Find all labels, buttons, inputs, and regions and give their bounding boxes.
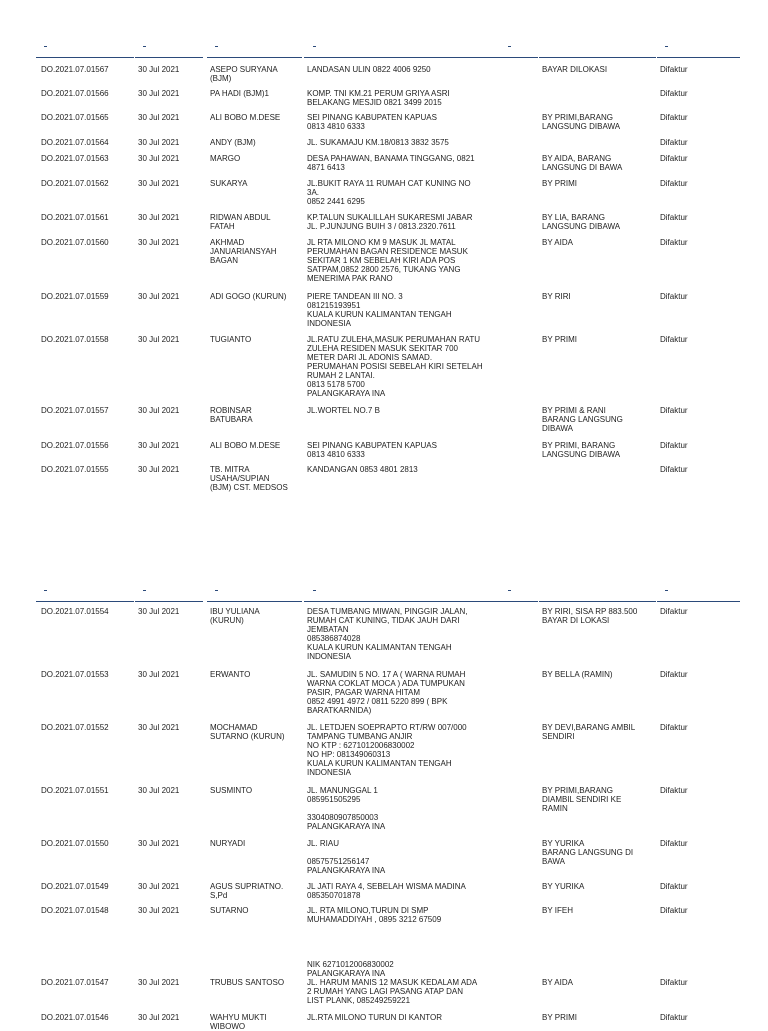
date-cell: 30 Jul 2021 bbox=[138, 1013, 180, 1022]
address-cell: LANDASAN ULIN 0822 4006 9250 bbox=[307, 65, 431, 74]
status-cell: Difaktur bbox=[660, 179, 688, 188]
status-cell: Difaktur bbox=[660, 607, 688, 616]
date-cell: 30 Jul 2021 bbox=[138, 723, 180, 732]
status-cell: Difaktur bbox=[660, 465, 688, 474]
date-cell: 30 Jul 2021 bbox=[138, 179, 180, 188]
header-label-fragment bbox=[665, 590, 668, 591]
do-number-cell: DO.2021.07.01547 bbox=[41, 978, 109, 987]
customer-cell: AGUS SUPRIATNO. S,Pd bbox=[210, 882, 284, 900]
note-cell: BY PRIMI,BARANG LANGSUNG DIBAWA bbox=[542, 113, 621, 131]
note-cell: BY PRIMI,BARANG DIAMBIL SENDIRI KE RAMIN bbox=[542, 786, 622, 813]
address-cell: JL.WORTEL NO.7 B bbox=[307, 406, 380, 415]
customer-cell: SUSMINTO bbox=[210, 786, 253, 795]
header-rule bbox=[135, 57, 203, 58]
status-cell: Difaktur bbox=[660, 113, 688, 122]
date-cell: 30 Jul 2021 bbox=[138, 882, 180, 891]
note-cell: BY PRIMI bbox=[542, 179, 577, 188]
address-cell: JL.RTA MILONO TURUN DI KANTOR bbox=[307, 1013, 442, 1022]
note-cell: BY AIDA bbox=[542, 238, 573, 247]
do-number-cell: DO.2021.07.01566 bbox=[41, 89, 109, 98]
table-header bbox=[0, 44, 768, 58]
do-number-cell: DO.2021.07.01552 bbox=[41, 723, 109, 732]
header-rule bbox=[304, 57, 538, 58]
address-cell: JL.BUKIT RAYA 11 RUMAH CAT KUNING NO 3A. 0852 2441 6295 bbox=[307, 179, 471, 206]
do-number-cell: DO.2021.07.01565 bbox=[41, 113, 109, 122]
date-cell: 30 Jul 2021 bbox=[138, 839, 180, 848]
address-cell: JL. SUKAMAJU KM.18/0813 3832 3575 bbox=[307, 138, 449, 147]
address-cell: JL. RTA MILONO,TURUN DI SMP MUHAMADDIYAH , 0895 3212 67509 NIK 6271012006830002 PALANGKARAYA INA bbox=[307, 906, 442, 978]
customer-cell: ASEPO SURYANA (BJM) bbox=[210, 65, 278, 83]
do-number-cell: DO.2021.07.01558 bbox=[41, 335, 109, 344]
header-label-fragment bbox=[665, 46, 668, 47]
status-cell: Difaktur bbox=[660, 89, 688, 98]
customer-cell: TRUBUS SANTOSO bbox=[210, 978, 285, 987]
address-cell: KANDANGAN 0853 4801 2813 bbox=[307, 465, 418, 474]
status-cell: Difaktur bbox=[660, 213, 688, 222]
customer-cell: WAHYU MUKTI WIBOWO bbox=[210, 1013, 267, 1031]
header-label-fragment bbox=[508, 590, 511, 591]
status-cell: Difaktur bbox=[660, 786, 688, 795]
header-label-fragment bbox=[44, 590, 47, 591]
header-rule bbox=[657, 57, 740, 58]
customer-cell: SUTARNO bbox=[210, 906, 249, 915]
do-number-cell: DO.2021.07.01559 bbox=[41, 292, 109, 301]
note-cell: BY AIDA, BARANG LANGSUNG DI BAWA bbox=[542, 154, 623, 172]
do-number-cell: DO.2021.07.01567 bbox=[41, 65, 109, 74]
do-number-cell: DO.2021.07.01548 bbox=[41, 906, 109, 915]
date-cell: 30 Jul 2021 bbox=[138, 238, 180, 247]
customer-cell: MOCHAMAD SUTARNO (KURUN) bbox=[210, 723, 285, 741]
customer-cell: IBU YULIANA (KURUN) bbox=[210, 607, 260, 625]
header-label-fragment bbox=[215, 46, 218, 47]
customer-cell: PA HADI (BJM)1 bbox=[210, 89, 269, 98]
do-number-cell: DO.2021.07.01563 bbox=[41, 154, 109, 163]
customer-cell: SUKARYA bbox=[210, 179, 248, 188]
status-cell: Difaktur bbox=[660, 882, 688, 891]
do-number-cell: DO.2021.07.01550 bbox=[41, 839, 109, 848]
address-cell: SEI PINANG KABUPATEN KAPUAS 0813 4810 6333 bbox=[307, 113, 437, 131]
header-label-fragment bbox=[215, 590, 218, 591]
header-label-fragment bbox=[313, 46, 316, 47]
note-cell: BY IFEH bbox=[542, 906, 573, 915]
do-number-cell: DO.2021.07.01553 bbox=[41, 670, 109, 679]
note-cell: BY PRIMI, BARANG LANGSUNG DIBAWA bbox=[542, 441, 621, 459]
date-cell: 30 Jul 2021 bbox=[138, 335, 180, 344]
header-rule bbox=[36, 601, 134, 602]
header-label-fragment bbox=[313, 590, 316, 591]
date-cell: 30 Jul 2021 bbox=[138, 786, 180, 795]
header-rule bbox=[36, 57, 134, 58]
address-cell: JL.RATU ZULEHA,MASUK PERUMAHAN RATU ZULEHA RESIDEN MASUK SEKITAR 700 METER DARI JL ADONIS SAMAD. PERUMAHAN POSISI SEBELAH KIRI SETELAH RUMAH 2 LANTAI. 0813 5178 5700 PALANGKARAYA INA bbox=[307, 335, 483, 398]
note-cell: BY PRIMI & RANI BARANG LANGSUNG DIBAWA bbox=[542, 406, 623, 433]
address-cell: JL JATI RAYA 4, SEBELAH WISMA MADINA 085350701878 bbox=[307, 882, 466, 900]
do-number-cell: DO.2021.07.01557 bbox=[41, 406, 109, 415]
date-cell: 30 Jul 2021 bbox=[138, 441, 180, 450]
address-cell: SEI PINANG KABUPATEN KAPUAS 0813 4810 6333 bbox=[307, 441, 437, 459]
date-cell: 30 Jul 2021 bbox=[138, 213, 180, 222]
note-cell: BY RIRI, SISA RP 883.500 BAYAR DI LOKASI bbox=[542, 607, 638, 625]
do-number-cell: DO.2021.07.01554 bbox=[41, 607, 109, 616]
note-cell: BY AIDA bbox=[542, 978, 573, 987]
header-label-fragment bbox=[143, 590, 146, 591]
note-cell: BY DEVI,BARANG AMBIL SENDIRI bbox=[542, 723, 636, 741]
status-cell: Difaktur bbox=[660, 154, 688, 163]
do-number-cell: DO.2021.07.01549 bbox=[41, 882, 109, 891]
date-cell: 30 Jul 2021 bbox=[138, 138, 180, 147]
header-rule bbox=[207, 57, 302, 58]
date-cell: 30 Jul 2021 bbox=[138, 607, 180, 616]
status-cell: Difaktur bbox=[660, 441, 688, 450]
date-cell: 30 Jul 2021 bbox=[138, 465, 180, 474]
table-header bbox=[0, 588, 768, 602]
note-cell: BY YURIKA bbox=[542, 882, 585, 891]
do-number-cell: DO.2021.07.01560 bbox=[41, 238, 109, 247]
address-cell: JL. RIAU 08575751256147 PALANGKARAYA INA bbox=[307, 839, 386, 875]
date-cell: 30 Jul 2021 bbox=[138, 292, 180, 301]
do-number-cell: DO.2021.07.01562 bbox=[41, 179, 109, 188]
do-number-cell: DO.2021.07.01561 bbox=[41, 213, 109, 222]
header-label-fragment bbox=[508, 46, 511, 47]
address-cell: DESA TUMBANG MIWAN, PINGGIR JALAN, RUMAH CAT KUNING, TIDAK JAUH DARI JEMBATAN 085386874028 KUALA KURUN KALIMANTAN TENGAH INDONESIA bbox=[307, 607, 468, 661]
note-cell: BY BELLA (RAMIN) bbox=[542, 670, 613, 679]
date-cell: 30 Jul 2021 bbox=[138, 906, 180, 915]
customer-cell: ERWANTO bbox=[210, 670, 251, 679]
customer-cell: ALI BOBO M.DESE bbox=[210, 113, 281, 122]
address-cell: PIERE TANDEAN III NO. 3 081215193951 KUALA KURUN KALIMANTAN TENGAH INDONESIA bbox=[307, 292, 452, 328]
address-cell: JL. SAMUDIN 5 NO. 17 A ( WARNA RUMAH WARNA COKLAT MOCA ) ADA TUMPUKAN PASIR, PAGAR WARNA HITAM 0852 4991 4972 / 0811 5220 899 ( BPK BARATKARNIDA) bbox=[307, 670, 466, 715]
note-cell: BAYAR DILOKASI bbox=[542, 65, 608, 74]
status-cell: Difaktur bbox=[660, 670, 688, 679]
status-cell: Difaktur bbox=[660, 723, 688, 732]
date-cell: 30 Jul 2021 bbox=[138, 154, 180, 163]
address-cell: JL. LETDJEN SOEPRAPTO RT/RW 007/000 TAMPANG TUMBANG ANJIR NO KTP : 6271012006830002 NO HP: 081349060313 KUALA KURUN KALIMANTAN TENGAH INDONESIA bbox=[307, 723, 467, 777]
date-cell: 30 Jul 2021 bbox=[138, 978, 180, 987]
do-number-cell: DO.2021.07.01555 bbox=[41, 465, 109, 474]
status-cell: Difaktur bbox=[660, 335, 688, 344]
note-cell: BY PRIMI bbox=[542, 1013, 577, 1022]
address-cell: JL RTA MILONO KM 9 MASUK JL MATAL PERUMAHAN BAGAN RESIDENCE MASUK SEKITAR 1 KM SEBELAH KIRI ADA POS SATPAM,0852 2800 2576, TUKANG YANG MENERIMA PAK RANO bbox=[307, 238, 468, 283]
header-rule bbox=[135, 601, 203, 602]
address-cell: KOMP. TNI KM.21 PERUM GRIYA ASRI BELAKANG MESJID 0821 3499 2015 bbox=[307, 89, 450, 107]
header-rule bbox=[657, 601, 740, 602]
address-cell: JL. MANUNGGAL 1 085951505295 3304080907850003 PALANGKARAYA INA bbox=[307, 786, 386, 831]
header-rule bbox=[207, 601, 302, 602]
status-cell: Difaktur bbox=[660, 839, 688, 848]
status-cell: Difaktur bbox=[660, 292, 688, 301]
do-number-cell: DO.2021.07.01556 bbox=[41, 441, 109, 450]
status-cell: Difaktur bbox=[660, 1013, 688, 1022]
status-cell: Difaktur bbox=[660, 906, 688, 915]
status-cell: Difaktur bbox=[660, 65, 688, 74]
address-cell: JL. HARUM MANIS 12 MASUK KEDALAM ADA 2 RUMAH YANG LAGI PASANG ATAP DAN LIST PLANK, 085249259221 bbox=[307, 978, 478, 1005]
header-rule bbox=[539, 57, 656, 58]
header-label-fragment bbox=[44, 46, 47, 47]
status-cell: Difaktur bbox=[660, 138, 688, 147]
customer-cell: NURYADI bbox=[210, 839, 246, 848]
customer-cell: RIDWAN ABDUL FATAH bbox=[210, 213, 271, 231]
date-cell: 30 Jul 2021 bbox=[138, 406, 180, 415]
customer-cell: ADI GOGO (KURUN) bbox=[210, 292, 287, 301]
date-cell: 30 Jul 2021 bbox=[138, 89, 180, 98]
customer-cell: TB. MITRA USAHA/SUPIAN (BJM) CST. MEDSOS bbox=[210, 465, 288, 492]
customer-cell: AKHMAD JANUARIANSYAH BAGAN bbox=[210, 238, 277, 265]
header-rule bbox=[539, 601, 656, 602]
header-rule bbox=[304, 601, 538, 602]
note-cell: BY YURIKA BARANG LANGSUNG DI BAWA bbox=[542, 839, 634, 866]
status-cell: Difaktur bbox=[660, 406, 688, 415]
address-cell: DESA PAHAWAN, BANAMA TINGGANG, 0821 4871 6413 bbox=[307, 154, 475, 172]
do-number-cell: DO.2021.07.01546 bbox=[41, 1013, 109, 1022]
do-number-cell: DO.2021.07.01551 bbox=[41, 786, 109, 795]
customer-cell: MARGO bbox=[210, 154, 241, 163]
status-cell: Difaktur bbox=[660, 238, 688, 247]
customer-cell: ALI BOBO M.DESE bbox=[210, 441, 281, 450]
customer-cell: TUGIANTO bbox=[210, 335, 252, 344]
note-cell: BY RIRI bbox=[542, 292, 571, 301]
address-cell: KP.TALUN SUKALILLAH SUKARESMI JABAR JL. P.JUNJUNG BUIH 3 / 0813.2320.7611 bbox=[307, 213, 473, 231]
date-cell: 30 Jul 2021 bbox=[138, 65, 180, 74]
header-label-fragment bbox=[143, 46, 146, 47]
customer-cell: ROBINSAR BATUBARA bbox=[210, 406, 253, 424]
note-cell: BY PRIMI bbox=[542, 335, 577, 344]
customer-cell: ANDY (BJM) bbox=[210, 138, 256, 147]
date-cell: 30 Jul 2021 bbox=[138, 113, 180, 122]
do-number-cell: DO.2021.07.01564 bbox=[41, 138, 109, 147]
date-cell: 30 Jul 2021 bbox=[138, 670, 180, 679]
note-cell: BY LIA, BARANG LANGSUNG DIBAWA bbox=[542, 213, 621, 231]
status-cell: Difaktur bbox=[660, 978, 688, 987]
